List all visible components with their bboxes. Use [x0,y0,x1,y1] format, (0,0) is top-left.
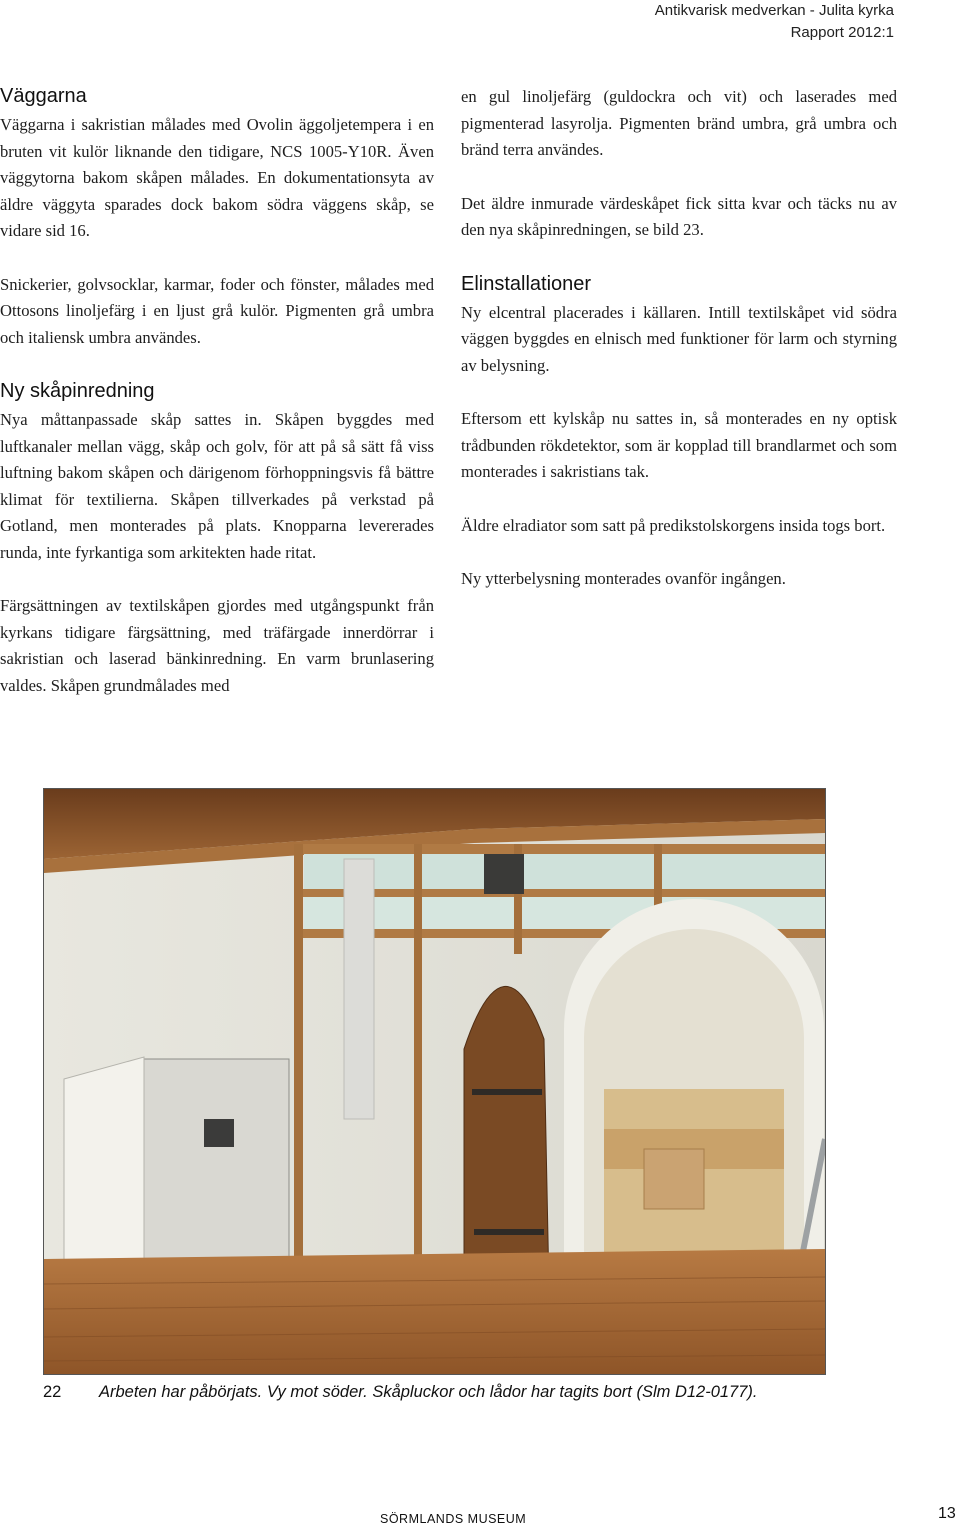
heading-ny-skapinredning: Ny skåpinredning [0,380,155,402]
paragraph: Snickerier, golvsocklar, karmar, foder och fönster, målades med Ottosons linoljefärg i en ljust grå kulör. Pigmenten grå umbra och italiensk umbra användes. [0,274,434,347]
paragraph: Eftersom ett kylskåp nu sattes in, så monterades en ny optisk trådbunden rökdetektor, som är kopplad till brandlarmet och som monterades i sakristians tak. [461,409,897,481]
right-column [461,84,897,593]
paragraph: Det äldre inmurade värdeskåpet fick sitta kvar och täcks nu av den nya skåpinredningen, se bild 23. [461,193,897,239]
paragraph: Äldre elradiator som satt på predikstolskorgens insida togs bort. [461,515,886,535]
heading-vaggarna: Väggarna [0,85,87,107]
figure-caption [43,1383,758,1402]
figure-caption-text: Arbeten har påbörjats. Vy mot söder. Skåpluckor och lådor har tagits bort (Slm D12-0177). [99,1383,758,1401]
header-report-number: Rapport 2012:1 [790,24,894,41]
figure-number: 22 [43,1383,62,1401]
footer-organization: SÖRMLANDS MUSEUM [380,1512,527,1526]
paragraph: Nya måttanpassade skåp sattes in. Skåpen byggdes med luftkanaler mellan vägg, skåp och golv, för att på så sätt få viss luftning bakom skåpen och därigenom förhoppningsvis få bättre klimat för textilierna. Skåpen tillverkades på verkstad på Gotland, men monterades på plats. Knopparna levererades runda, inte fyrkantiga som arkitekten hade ritat. [0,410,434,562]
running-header [655,0,894,44]
left-column [0,84,434,699]
header-title: Antikvarisk medverkan - Julita kyrka [654,2,894,19]
paragraph: en gul linoljefärg (guldockra och vit) och laserades med pigmenterad lasyrolja. Pigmenten bränd umbra, grå umbra och bränd terra användes. [461,87,897,159]
paragraph: Ny elcentral placerades i källaren. Intill textilskåpet vid södra väggen byggdes en elnisch med funktioner för larm och styrning av belysning. [461,302,897,375]
paragraph: Väggarna i sakristian målades med Ovolin äggoljetempera i en bruten vit kulör liknande den tidigare, NCS 1005-Y10R. Även väggytorna bakom skåpen målades. En dokumentationsyta av äldre väggyta sparades dock bakom södra väggens skåp, se vidare sid 16. [0,115,434,240]
heading-elinstallationer: Elinstallationer [461,272,592,295]
photo-sacristy-cabinets [43,788,826,1375]
page-number: 13 [938,1505,956,1522]
paragraph: Färgsättningen av textilskåpen gjordes med utgångspunkt från kyrkans tidigare färgsättning, med träfärgade innerdörrar i sakristian och laserad bänkinredning. En varm brunlasering valdes. Skåpen grundmålades med [0,596,434,695]
paragraph: Ny ytterbelysning monterades ovanför ingången. [461,569,786,588]
